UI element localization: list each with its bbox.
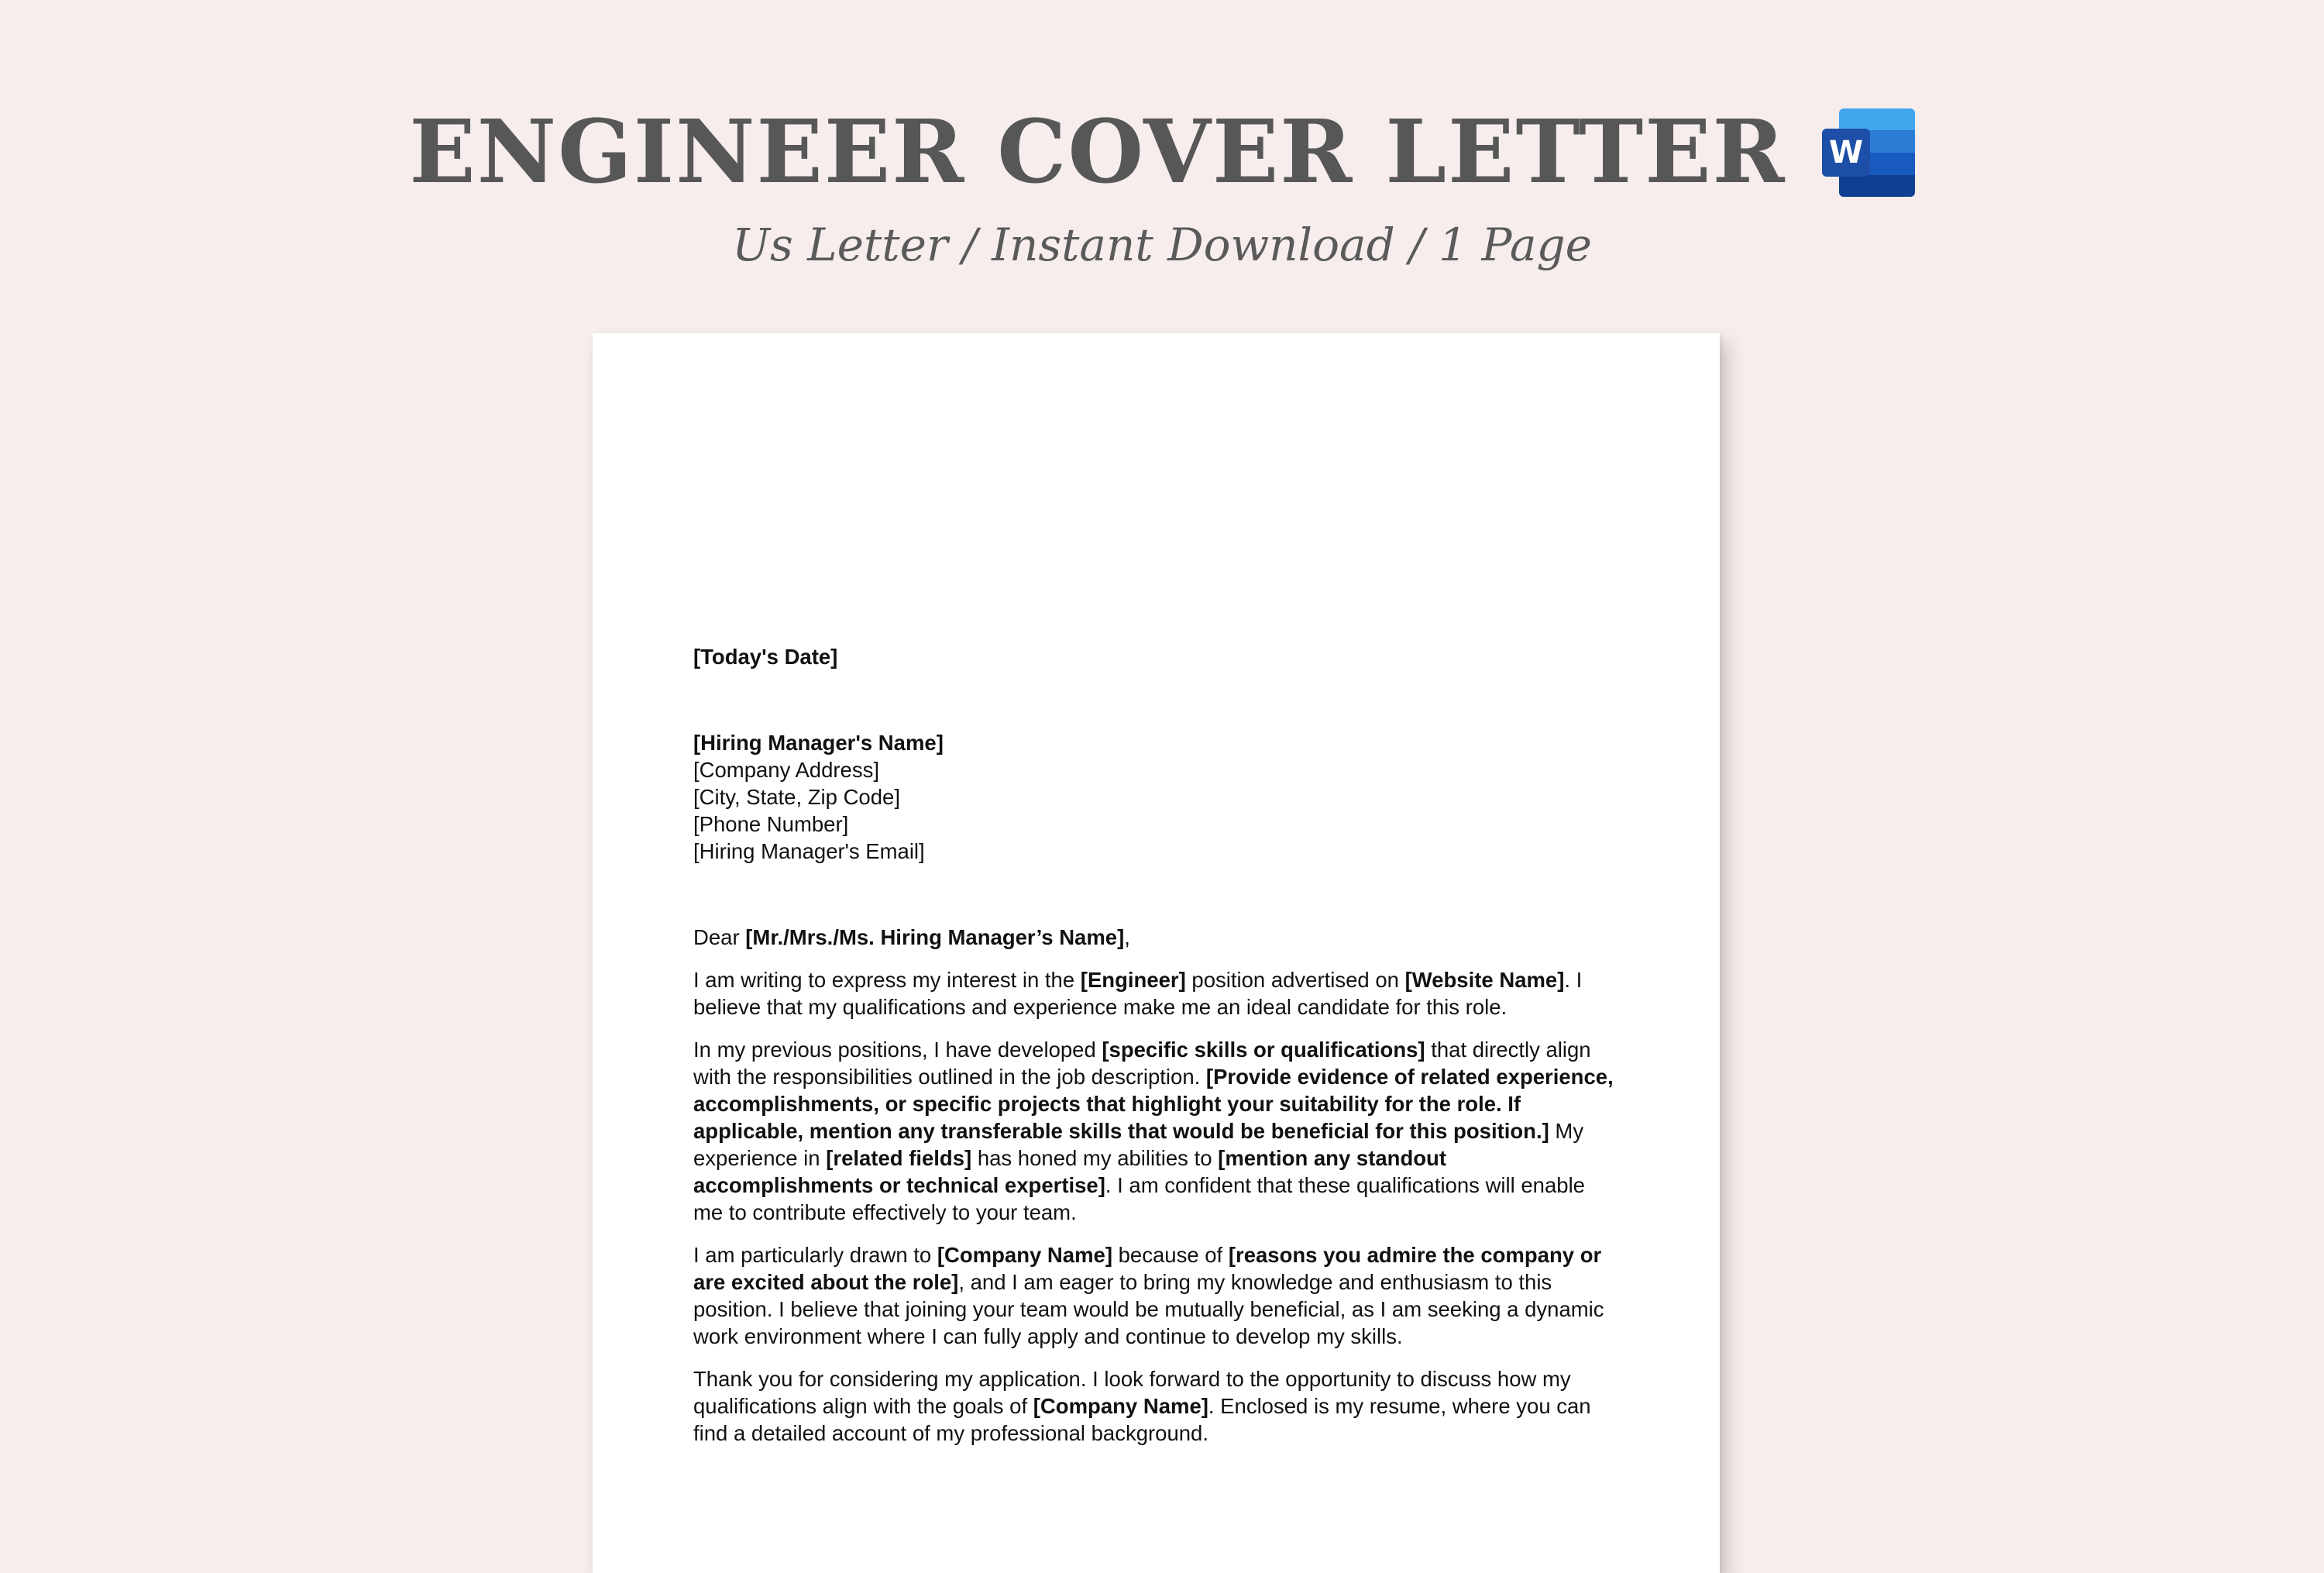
recipient-name: [Hiring Manager's Name] bbox=[693, 731, 944, 755]
text-run: , and I am eager to bring my knowledge and enthusiasm to this position. I believe that joining your team would be mutually beneficial, as I am seeking a dynamic work environment where I can fully apply and continue to develop my skills. bbox=[693, 1270, 1604, 1348]
paragraph-company bbox=[693, 1241, 1615, 1350]
placeholder-evidence: [Provide evidence of related experience, accomplishments, or specific projects that highlight your suitability for the role. If applicable, mention any transferable skills that would be beneficial for this position.] bbox=[693, 1065, 1614, 1143]
text-run: position advertised on bbox=[1185, 968, 1405, 992]
recipient-city-state-zip: [City, State, Zip Code] bbox=[693, 785, 900, 809]
paragraph-intro bbox=[693, 966, 1615, 1021]
recipient-address bbox=[693, 729, 1615, 865]
placeholder-company-name: [Company Name] bbox=[1033, 1394, 1208, 1418]
placeholder-skills: [specific skills or qualifications] bbox=[1102, 1038, 1425, 1062]
header bbox=[0, 0, 2324, 310]
letter-body bbox=[693, 643, 1615, 1462]
text-run: . I am confident that these qualifications will enable me to contribute effectively to your team. bbox=[693, 1173, 1585, 1224]
recipient-phone: [Phone Number] bbox=[693, 812, 849, 836]
placeholder-website: [Website Name] bbox=[1404, 968, 1565, 992]
salutation bbox=[693, 924, 1615, 951]
microsoft-word-icon bbox=[1822, 108, 1915, 197]
placeholder-company-name: [Company Name] bbox=[937, 1243, 1112, 1267]
text-run: Thank you for considering my application. I look forward to the opportunity to discuss how my qualifications align with the goals of bbox=[693, 1367, 1571, 1418]
placeholder-position: [Engineer] bbox=[1080, 968, 1186, 992]
text-run: . I believe that my qualifications and experience make me an ideal candidate for this role. bbox=[693, 968, 1583, 1019]
text-run: My experience in bbox=[693, 1119, 1584, 1170]
page-subtitle: Us Letter / Instant Download / 1 Page bbox=[732, 219, 1592, 271]
letter-date bbox=[693, 643, 1615, 670]
text-run: . Enclosed is my resume, where you can find a detailed account of my professional background. bbox=[693, 1394, 1591, 1445]
text-run: I am particularly drawn to bbox=[693, 1243, 937, 1267]
text-run: In my previous positions, I have developed bbox=[693, 1038, 1102, 1062]
document-page bbox=[593, 333, 1720, 1573]
paragraph-experience bbox=[693, 1036, 1615, 1226]
text-run: that directly align with the responsibilities outlined in the job description. bbox=[693, 1038, 1591, 1089]
text-run: has honed my abilities to bbox=[971, 1146, 1219, 1170]
word-icon-letter: W bbox=[1828, 135, 1863, 170]
text-run: because of bbox=[1112, 1243, 1229, 1267]
date-placeholder: [Today's Date] bbox=[693, 645, 838, 669]
recipient-company-address: [Company Address] bbox=[693, 758, 879, 782]
title-row bbox=[0, 102, 2324, 203]
paragraph-closing bbox=[693, 1365, 1615, 1447]
placeholder-accomplishments: [mention any standout accomplishments or technical expertise] bbox=[693, 1146, 1447, 1197]
placeholder-related-fields: [related fields] bbox=[826, 1146, 972, 1170]
page-title: ENGINEER COVER LETTER bbox=[409, 102, 1786, 203]
recipient-email: [Hiring Manager's Email] bbox=[693, 839, 925, 863]
salutation-prefix: Dear bbox=[693, 925, 746, 949]
text-run: I am writing to express my interest in the bbox=[693, 968, 1081, 992]
salutation-suffix: , bbox=[1124, 925, 1130, 949]
placeholder-reasons: [reasons you admire the company or are excited about the role] bbox=[693, 1243, 1602, 1294]
salutation-name: [Mr./Mrs./Ms. Hiring Manager’s Name] bbox=[745, 925, 1125, 949]
